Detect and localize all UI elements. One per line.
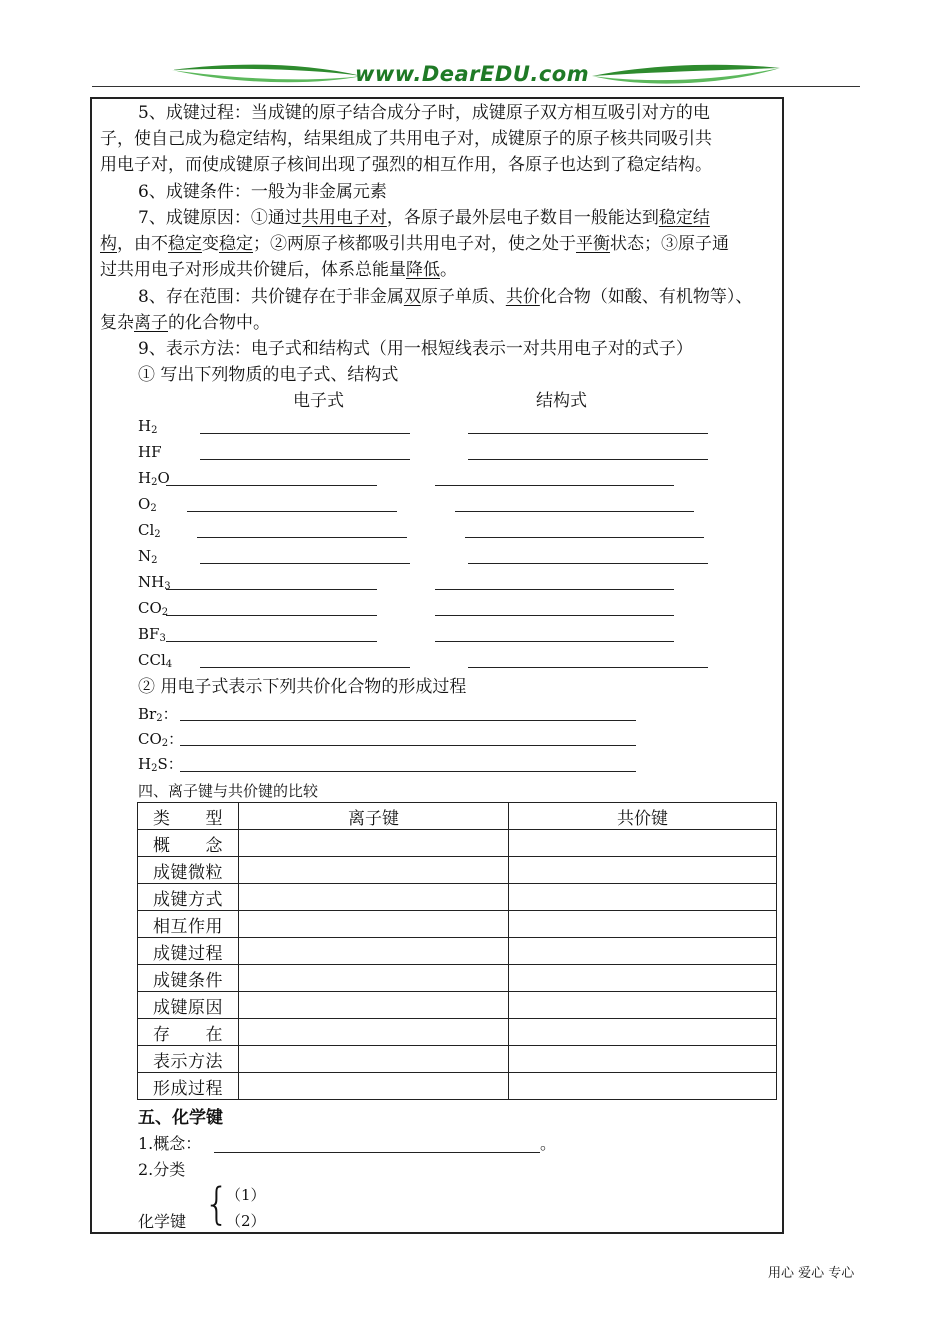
table-row [138, 965, 777, 992]
blank-concept[interactable] [214, 1152, 540, 1153]
chemical-bond-label: 化学键 [138, 1212, 187, 1231]
row-label: 成键条件 [138, 965, 239, 992]
row-label: 成键过程 [138, 938, 239, 965]
header-covalent-bond: 共价键 [509, 803, 777, 830]
table-row [138, 884, 777, 911]
formula-nh3: $NH_3$ [138, 573, 171, 592]
row-label: 相互作用 [138, 911, 239, 938]
formula-hf: HF [138, 443, 162, 461]
blank-cl2-electron[interactable] [197, 537, 407, 538]
para7-line1: 7、成键原因：①通过共用电子对，各原子最外层电子数目一般能达到稳定结 [138, 208, 710, 228]
blank-cl2-structure[interactable] [465, 537, 704, 538]
col-electron-formula: 电子式 [293, 391, 344, 411]
para8-line2: 复杂离子的化合物中。 [100, 313, 270, 333]
cell-ionic[interactable] [239, 938, 509, 965]
formula-h2o: $H_2O$ [138, 469, 170, 488]
cell-covalent[interactable] [509, 1073, 777, 1100]
formula-co2: $CO_2$ [138, 599, 169, 618]
row-label: 概 念 [138, 830, 239, 857]
cell-covalent[interactable] [509, 1046, 777, 1073]
cell-covalent[interactable] [509, 938, 777, 965]
blank-h2-electron[interactable] [200, 433, 410, 434]
formula-n2: $N_2$ [138, 547, 158, 566]
blank-co2-electron[interactable] [166, 615, 377, 616]
blank-o2-electron[interactable] [187, 511, 397, 512]
blank-bf3-electron[interactable] [166, 641, 377, 642]
para9: 9、表示方法：电子式和结构式（用一根短线表示一对共用电子对的式子） [138, 339, 693, 359]
cell-ionic[interactable] [239, 992, 509, 1019]
blank-o2-structure[interactable] [455, 511, 694, 512]
blank-n2-structure[interactable] [468, 563, 708, 564]
brace-icon: { [204, 1178, 230, 1230]
cell-covalent[interactable] [509, 884, 777, 911]
process-co2-label: $CO_2$： [138, 730, 184, 749]
section5-title: 五、化学键 [138, 1108, 223, 1128]
cell-covalent[interactable] [509, 911, 777, 938]
formula-o2: $O_2$ [138, 495, 157, 514]
para8-line1: 8、存在范围：共价键存在于非金属双原子单质、共价化合物（如酸、有机物等）、 [138, 287, 753, 307]
blank-ccl4-electron[interactable] [200, 667, 410, 668]
cell-ionic[interactable] [239, 857, 509, 884]
cell-covalent[interactable] [509, 830, 777, 857]
formula-ccl4: CCl$_4$ [138, 651, 173, 670]
para7-line2: 构，由不稳定变稳定；②两原子核都吸引共用电子对，使之处于平衡状态；③原子通 [100, 234, 729, 254]
cell-ionic[interactable] [239, 965, 509, 992]
row-label: 成键方式 [138, 884, 239, 911]
footer-motto: 用心 爱心 专心 [768, 1266, 855, 1281]
table-row [138, 1019, 777, 1046]
section4-title: 四、离子键与共价键的比较 [138, 782, 319, 800]
process-br2-label: $Br_2$： [138, 705, 178, 724]
cell-ionic[interactable] [239, 1046, 509, 1073]
classify-label: 2.分类 [138, 1160, 186, 1179]
concept-label: 1.概念： [138, 1134, 202, 1153]
formula-cl2: $Cl_2$ [138, 521, 161, 540]
comparison-table [137, 802, 777, 1100]
formula-h2: $H_2$ [138, 417, 158, 436]
table-header-row [138, 803, 777, 830]
para5-line1: 5、成键过程：当成键的原子结合成分子时，成键原子双方相互吸引对方的电 [138, 103, 710, 123]
table-row [138, 857, 777, 884]
table-row [138, 1073, 777, 1100]
header-rule [92, 86, 860, 87]
col-structural-formula: 结构式 [536, 391, 587, 411]
para5-line3: 用电子对，而使成键原子核间出现了强烈的相互作用，各原子也达到了稳定结构。 [100, 155, 712, 175]
blank-co2-structure[interactable] [435, 615, 674, 616]
blank-n2-electron[interactable] [200, 563, 410, 564]
header-logo-text: www.DearEDU.com [355, 62, 590, 86]
cell-ionic[interactable] [239, 911, 509, 938]
cell-ionic[interactable] [239, 1019, 509, 1046]
blank-br2-process[interactable] [180, 720, 636, 721]
task2-title: ② 用电子式表示下列共价化合物的形成过程 [138, 677, 467, 697]
blank-bf3-structure[interactable] [435, 641, 674, 642]
process-h2s-label: $H_2S$： [138, 755, 183, 774]
cell-covalent[interactable] [509, 857, 777, 884]
header-type: 类 型 [138, 803, 239, 830]
table-row [138, 992, 777, 1019]
classify-item1: （1） [226, 1186, 266, 1204]
blank-hf-electron[interactable] [200, 459, 410, 460]
row-label: 成键原因 [138, 992, 239, 1019]
para6: 6、成键条件：一般为非金属元素 [138, 182, 387, 202]
table-row [138, 830, 777, 857]
cell-ionic[interactable] [239, 830, 509, 857]
table-row [138, 938, 777, 965]
blank-h2-structure[interactable] [468, 433, 708, 434]
para5-line2: 子，使自己成为稳定结构，结果组成了共用电子对，成键原子的原子核共同吸引共 [100, 129, 712, 149]
formula-bf3: $BF_3$ [138, 625, 166, 644]
blank-ccl4-structure[interactable] [468, 667, 708, 668]
cell-covalent[interactable] [509, 965, 777, 992]
blank-h2s-process[interactable] [180, 771, 636, 772]
cell-covalent[interactable] [509, 992, 777, 1019]
blank-nh3-structure[interactable] [435, 589, 674, 590]
cell-ionic[interactable] [239, 884, 509, 911]
row-label: 形成过程 [138, 1073, 239, 1100]
blank-h2o-structure[interactable] [435, 485, 674, 486]
task1-title: ① 写出下列物质的电子式、结构式 [138, 365, 399, 385]
classify-item2: （2） [226, 1212, 266, 1230]
row-label: 存 在 [138, 1019, 239, 1046]
row-label: 成键微粒 [138, 857, 239, 884]
blank-h2o-electron[interactable] [166, 485, 377, 486]
cell-covalent[interactable] [509, 1019, 777, 1046]
blank-co2-process[interactable] [180, 745, 636, 746]
table-row [138, 911, 777, 938]
cell-ionic[interactable] [239, 1073, 509, 1100]
header-ionic-bond: 离子键 [239, 803, 509, 830]
blank-nh3-electron[interactable] [166, 589, 377, 590]
blank-hf-structure[interactable] [468, 459, 708, 460]
concept-period: 。 [540, 1134, 557, 1153]
table-row [138, 1046, 777, 1073]
row-label: 表示方法 [138, 1046, 239, 1073]
para7-line3: 过共用电子对形成共价键后，体系总能量降低。 [100, 260, 457, 280]
